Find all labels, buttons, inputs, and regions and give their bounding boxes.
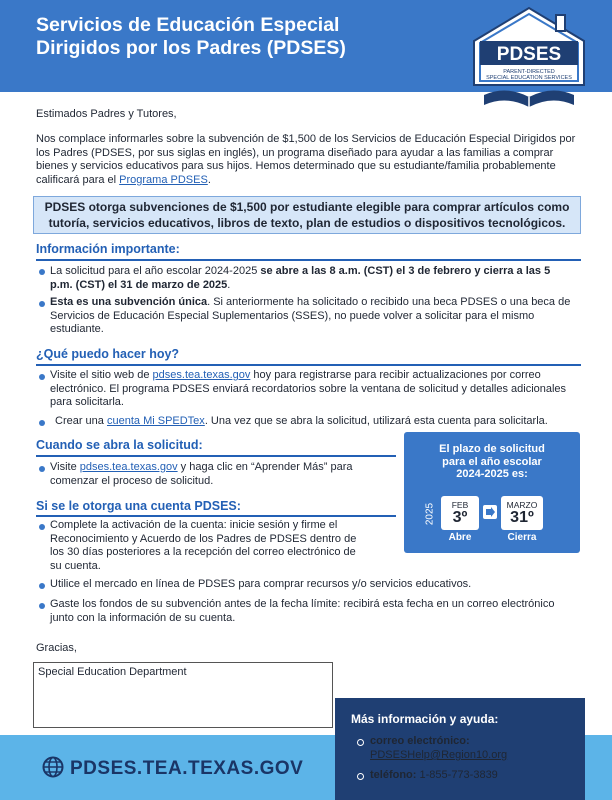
open-month: FEB (451, 500, 469, 510)
section-title-granted: Si se le otorga una cuenta PDSES: (36, 499, 241, 513)
intro-text: Nos complace informarles sobre la subvención de $1,500 de los Servicios de Educación Especial Dirigidos por los Padres (PDSES, por sus siglas en inglés), un programa diseñado para ayudar a las familias a comprar bienes y servicios educativos para sus hijos. Hemos determinado que su estudiante/familia probablemente calificará para el (36, 133, 576, 186)
signature-field[interactable]: Special Education Department (33, 662, 333, 728)
bullet-dot (39, 374, 45, 380)
granted-bullet-3: Gaste los fondos de su subvención antes de la fecha límite: recibirá esta fecha en un correo electrónico junto con la información de su cuenta. (50, 598, 555, 624)
bullet-dot (39, 524, 45, 530)
important-bullet-2: Esta es una subvención única. Si anteriormente ha solicitado o recibido una beca PDSES o una beca de Servicios de Educación Especial Suplementarios (SSES), no puede volver a solicitar para el mismo estudiante. (50, 296, 571, 336)
arrow-right-icon (482, 504, 500, 520)
logo-sub-2: SPECIAL EDUCATION SERVICES (486, 75, 572, 81)
mi-spedtex-link[interactable]: cuenta Mi SPEDTex (106, 415, 205, 427)
ring-bullet-icon (357, 773, 364, 780)
section-rule (36, 455, 396, 457)
page-title (36, 14, 436, 60)
title-line-2: Dirigidos por los Padres (PDSES) (36, 37, 346, 59)
bullet-dot (39, 301, 45, 307)
logo-sub-1: PARENT-DIRECTED (503, 69, 555, 75)
help-title: Más información y ayuda: (351, 712, 499, 726)
grant-callout: PDSES otorga subvenciones de $1,500 por estudiante elegible para comprar artículos como tutoría, servicios educativos, libros de texto, plan de estudios o dispositivos tecnológicos. (33, 196, 581, 234)
bullet-dot (39, 420, 45, 426)
opens-bullet-1: Visite pdses.tea.texas.gov y haga clic en “Aprender Más” para comenzar el proceso de solicitud. (50, 461, 353, 487)
close-month: MARZO (506, 500, 538, 510)
open-label: Abre (448, 532, 472, 543)
granted-bullet-1: Complete la activación de la cuenta: inicie sesión y firme el Reconocimiento y Acuerdo de los Padres de PDSES dentro de los 30 días posteriores a la recepción del correo electrónico de su cuenta. (50, 519, 357, 572)
closing: Gracias, (36, 642, 77, 654)
pdses-website-link[interactable]: pdses.tea.texas.gov (152, 369, 251, 381)
email-link[interactable]: PDSESHelp@Region10.org (370, 749, 508, 761)
deadline-year (418, 492, 442, 536)
email-label: correo electrónico: (370, 735, 470, 747)
footer-website-link[interactable]: PDSES.TEA.TEXAS.GOV (70, 758, 304, 779)
today-bullet-2: Crear una cuenta Mi SPEDTex. Una vez que se abra la solicitud, utilizará esta cuenta para solicitarla. (55, 415, 548, 427)
section-title-opens: Cuando se abra la solicitud: (36, 438, 203, 452)
greeting: Estimados Padres y Tutores, (36, 108, 177, 120)
pdses-logo (470, 5, 588, 123)
ring-bullet-icon (357, 739, 364, 746)
bullet-dot (39, 583, 45, 589)
phone-number: 1-855-773-3839 (419, 769, 498, 781)
section-rule (36, 259, 581, 261)
granted-bullet-2: Utilice el mercado en línea de PDSES para comprar recursos y/o servicios educativos. (50, 578, 472, 590)
section-rule (36, 515, 396, 517)
calendar-open-icon (441, 496, 479, 530)
section-title-important: Información importante: (36, 242, 180, 256)
intro-paragraph: Nos complace informarles sobre la subvención de $1,500 de los Servicios de Educación Especial Dirigidos por los Padres (PDSES, por sus siglas en inglés), un programa diseñado para ayudar a las familias a comprar bienes y servicios educativos para sus hijos. Hemos determinado que su estudiante/familia probablemente calificará para el Programa PDSES. (36, 133, 576, 186)
logo-name: PDSES (496, 44, 562, 65)
today-bullet-1: Visite el sitio web de pdses.tea.texas.gov hoy para registrarse para recibir actualizaciones por correo electrónico. El programa PDSES enviará recordatorios sobre la ventana de solicitud y detalles adicionales para solicitarla. (50, 369, 567, 409)
bullet-dot (39, 466, 45, 472)
bullet-dot (39, 603, 45, 609)
globe-icon (42, 756, 64, 778)
calendar-close-icon (501, 496, 543, 530)
close-day: 31º (510, 509, 534, 526)
section-rule (36, 364, 581, 366)
important-bullet-1: La solicitud para el año escolar 2024-2025 se abre a las 8 a.m. (CST) el 3 de febrero y cierra a las 5 p.m. (CST) el 31 de marzo de 2025. (50, 265, 551, 291)
phone-line: teléfono: 1-855-773-3839 (370, 769, 498, 781)
deadline-title: El plazo de solicitud para el año escolar 2024-2025 es: (439, 443, 545, 480)
bullet-dot (39, 269, 45, 275)
programa-pdses-link[interactable]: Programa PDSES (119, 173, 208, 186)
title-line-1: Servicios de Educación Especial (36, 14, 340, 36)
section-title-today: ¿Qué puedo hacer hoy? (36, 347, 180, 361)
open-day: 3º (452, 509, 468, 526)
svg-text:2025: 2025 (424, 502, 436, 526)
close-label: Cierra (507, 532, 537, 543)
pdses-website-link[interactable]: pdses.tea.texas.gov (79, 461, 178, 473)
